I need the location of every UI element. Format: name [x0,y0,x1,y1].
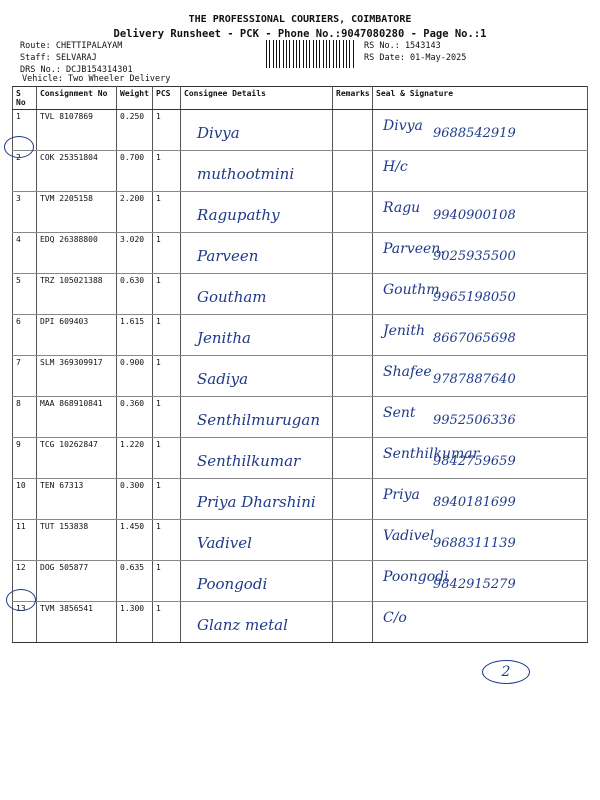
serial-number: 7 [13,356,37,397]
table-row [13,520,588,561]
consignment-number: TEN 67313 [37,479,117,520]
serial-number: 1 [13,110,37,151]
consignee-handwriting: Senthilmurugan [197,411,321,429]
pieces-cell: 1 [153,233,181,274]
annotation-circle [6,589,36,611]
signature-handwriting: Jenith [383,323,426,339]
column-header: S No [13,87,37,110]
remarks-cell [333,151,373,192]
signature-cell [373,192,588,233]
weight-cell: 0.360 [117,397,153,438]
consignee-handwriting: Jenitha [197,329,251,347]
phone-handwriting: 9842915279 [433,577,516,592]
barcode-bar [339,40,340,68]
barcode-bar [309,40,310,68]
pieces-cell: 1 [153,602,181,643]
barcode-bar [316,40,317,68]
consignee-handwriting: Priya Dharshini [197,493,316,511]
barcode-bar [343,40,344,68]
serial-number: 8 [13,397,37,438]
signature-cell [373,315,588,356]
barcode-bar [289,40,290,68]
weight-cell: 0.700 [117,151,153,192]
phone-handwriting: 9940900108 [433,208,516,223]
barcode-bar [269,40,270,68]
barcode-bar [299,40,300,68]
serial-number: 12 [13,561,37,602]
serial-number: 4 [13,233,37,274]
barcode-bar [313,40,314,68]
table-row [13,151,588,192]
serial-number: 10 [13,479,37,520]
weight-cell: 1.300 [117,602,153,643]
serial-number: 2 [13,151,37,192]
column-header: Consignee Details [181,87,333,110]
table-row [13,192,588,233]
barcode-bar [266,40,267,68]
remarks-cell [333,479,373,520]
table-row [13,561,588,602]
phone-handwriting: 9965198050 [433,290,516,305]
pieces-cell: 1 [153,356,181,397]
signature-cell [373,438,588,479]
remarks-cell [333,356,373,397]
weight-cell: 1.220 [117,438,153,479]
staff-label: Staff: SELVARAJ [20,53,97,63]
signature-cell [373,233,588,274]
pieces-cell: 1 [153,151,181,192]
signature-handwriting: Gouthm [383,282,440,298]
signature-handwriting: Priya [383,487,420,503]
signature-handwriting: Divya [383,118,423,134]
barcode-bar [333,40,334,68]
signature-cell [373,479,588,520]
barcode-bar [306,40,307,68]
signature-handwriting: Shafee [383,364,432,380]
serial-number: 9 [13,438,37,479]
signature-handwriting: Parveen. [383,241,445,257]
consignee-cell [181,192,333,233]
barcode-bar [323,40,324,68]
consignee-cell [181,438,333,479]
consignee-handwriting: Senthilkumar [197,452,301,470]
signature-handwriting: Ragu [383,200,421,216]
serial-number: 13 [13,602,37,643]
consignee-handwriting: Ragupathy [197,206,280,224]
consignment-number: DOG 505877 [37,561,117,602]
runsheet-table [12,86,588,643]
consignee-handwriting: Parveen [197,247,259,265]
consignment-number: TRZ 105021388 [37,274,117,315]
table-row [13,479,588,520]
pieces-cell: 1 [153,315,181,356]
consignee-handwriting: Poongodi [197,575,268,593]
barcode-bar [353,40,354,68]
column-header: Seal & Signature [373,87,588,110]
column-header: Remarks [333,87,373,110]
consignment-number: SLM 369309917 [37,356,117,397]
signature-cell [373,561,588,602]
barcode-bar [276,40,277,68]
phone-handwriting: 9952506336 [433,413,516,428]
table-row [13,274,588,315]
page-number-mark [482,660,530,684]
consignment-number: EDQ 26388800 [37,233,117,274]
rs-number: RS No.: 1543143 [364,41,441,51]
remarks-cell [333,561,373,602]
barcode-bar [279,40,280,68]
consignee-cell [181,602,333,643]
consignment-number: TVM 3856541 [37,602,117,643]
serial-number: 5 [13,274,37,315]
signature-handwriting: Vadivel [383,528,435,544]
barcode-bar [319,40,320,68]
table-row [13,397,588,438]
barcode-bar [303,40,304,68]
serial-number: 11 [13,520,37,561]
signature-handwriting: Poongodi [383,569,449,585]
pieces-cell: 1 [153,397,181,438]
barcode-bar [283,40,284,68]
remarks-cell [333,233,373,274]
vehicle-label: Vehicle: Two Wheeler Delivery [22,74,171,84]
weight-cell: 0.250 [117,110,153,151]
weight-cell: 1.615 [117,315,153,356]
table-header [13,87,588,110]
column-header: Weight [117,87,153,110]
signature-cell [373,356,588,397]
consignee-cell [181,479,333,520]
barcode-bar [293,40,294,68]
consignee-handwriting: Goutham [197,288,267,306]
drs-label: DRS No.: DCJB154314301 [20,65,133,75]
route-label: Route: CHETTIPALAYAM [20,41,123,51]
table-row [13,110,588,151]
signature-cell [373,274,588,315]
column-header: PCS [153,87,181,110]
barcode-bar [336,40,337,68]
phone-handwriting: 9688542919 [433,126,516,141]
consignee-cell [181,520,333,561]
signature-cell [373,602,588,643]
consignee-cell [181,356,333,397]
consignment-number: TVM 2205158 [37,192,117,233]
remarks-cell [333,602,373,643]
pieces-cell: 1 [153,520,181,561]
runsheet-subtitle: Delivery Runsheet - PCK - Phone No.:9047080280 - Page No.:1 [113,28,487,40]
barcode-bar [346,40,347,68]
weight-cell: 2.200 [117,192,153,233]
pieces-cell: 1 [153,274,181,315]
serial-number: 6 [13,315,37,356]
consignee-cell [181,274,333,315]
consignee-handwriting: muthootmini [197,165,295,183]
consignee-cell [181,315,333,356]
consignment-number: TUT 153838 [37,520,117,561]
page-number-text: 2 [501,664,511,680]
signature-cell [373,520,588,561]
table-row [13,233,588,274]
weight-cell: 1.450 [117,520,153,561]
phone-handwriting: 8940181699 [433,495,516,510]
remarks-cell [333,110,373,151]
consignment-number: TCG 10262847 [37,438,117,479]
consignee-handwriting: Divya [197,124,240,142]
table-row [13,315,588,356]
weight-cell: 0.630 [117,274,153,315]
signature-handwriting: Senthilkumar [383,446,480,462]
consignee-cell [181,110,333,151]
consignment-number: COK 25351804 [37,151,117,192]
pieces-cell: 1 [153,561,181,602]
pieces-cell: 1 [153,192,181,233]
phone-handwriting: 9025935500 [433,249,516,264]
phone-handwriting: 9688311139 [433,536,516,551]
signature-cell [373,151,588,192]
remarks-cell [333,438,373,479]
barcode-image [266,40,354,68]
consignee-handwriting: Glanz metal [197,616,288,634]
company-title: THE PROFESSIONAL COURIERS, COIMBATORE [188,14,412,25]
pieces-cell: 1 [153,438,181,479]
consignee-handwriting: Sadiya [197,370,249,388]
table-row [13,602,588,643]
phone-handwriting: 9842759659 [433,454,516,469]
pieces-cell: 1 [153,110,181,151]
barcode-bar [349,40,350,68]
barcode-bar [329,40,330,68]
signature-handwriting: Sent [383,405,416,421]
consignee-handwriting: Vadivel [197,534,252,552]
table-row [13,356,588,397]
barcode-bar [296,40,297,68]
serial-number: 3 [13,192,37,233]
table-row [13,438,588,479]
signature-handwriting: H/c [383,159,408,175]
remarks-cell [333,397,373,438]
phone-handwriting: 8667065698 [433,331,516,346]
barcode-bar [273,40,274,68]
weight-cell: 0.635 [117,561,153,602]
weight-cell: 0.300 [117,479,153,520]
weight-cell: 0.900 [117,356,153,397]
phone-handwriting: 9787887640 [433,372,516,387]
signature-handwriting: C/o [383,610,407,626]
consignee-cell [181,397,333,438]
consignment-number: DPI 609403 [37,315,117,356]
signature-cell [373,397,588,438]
consignee-cell [181,233,333,274]
pieces-cell: 1 [153,479,181,520]
remarks-cell [333,274,373,315]
barcode-bar [286,40,287,68]
remarks-cell [333,520,373,561]
consignment-number: TVL 8107869 [37,110,117,151]
rs-date: RS Date: 01-May-2025 [364,53,467,63]
column-header: Consignment No [37,87,117,110]
consignee-cell [181,151,333,192]
signature-cell [373,110,588,151]
consignee-cell [181,561,333,602]
remarks-cell [333,315,373,356]
consignment-number: MAA 868910841 [37,397,117,438]
annotation-circle [4,136,34,158]
remarks-cell [333,192,373,233]
weight-cell: 3.020 [117,233,153,274]
barcode-bar [326,40,327,68]
